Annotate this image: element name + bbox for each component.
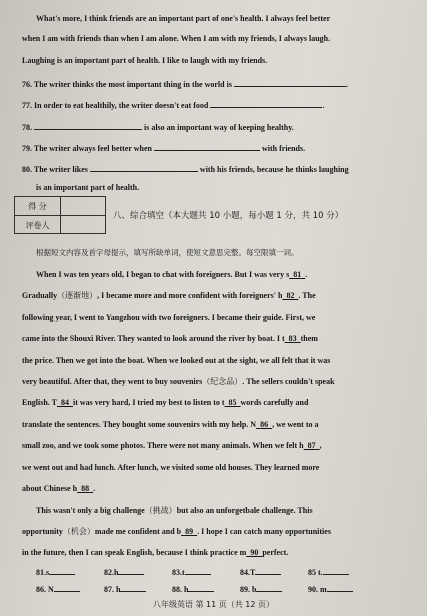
answer-blank-76[interactable] xyxy=(234,78,346,87)
cloze-blank-90[interactable]: 90 xyxy=(250,548,259,557)
passage-line: What's more, I think friends are an important part of one's health. I always feel better xyxy=(36,14,331,23)
question-77: 77. In order to eat healthily, the writer doesn't eat food . xyxy=(22,101,325,110)
score-box xyxy=(14,196,106,234)
answer-slot-81[interactable]: 81.s xyxy=(36,566,102,578)
answer-blank-78[interactable] xyxy=(34,121,142,130)
cloze-line: When I was ten years old, I began to chat with foreigners. But I was very s 81 . xyxy=(36,270,308,279)
score-label: 得 分 xyxy=(28,202,47,211)
grader-label: 评卷人 xyxy=(25,221,50,230)
instructions: 根据短文内容及首字母提示，填写所缺单词，使短文意思完整。每空限填一词。 xyxy=(36,248,299,257)
answer-slot-87[interactable]: 87. h xyxy=(104,583,170,595)
answer-slot-82[interactable]: 82.h xyxy=(104,566,170,578)
passage-line: Laughing is an important part of health. I like to laugh with my friends. xyxy=(22,56,268,65)
answer-slot-89[interactable]: 89. b xyxy=(240,583,306,595)
question-80-cont: is an important part of health. xyxy=(36,183,140,192)
question-80: 80. The writer likes with his friends, because he thinks laughing xyxy=(22,165,349,174)
section-title: 八、综合填空（本大题共 10 小题，每小题 1 分，共 10 分） xyxy=(113,211,344,221)
answer-slot-83[interactable]: 83.t xyxy=(172,566,238,578)
cloze-blank-83[interactable]: 83 xyxy=(288,334,297,343)
cloze-blank-82[interactable]: 82 xyxy=(286,291,295,300)
cloze-line: about Chinese h 88 . xyxy=(22,484,96,493)
answer-row-1 xyxy=(36,566,368,578)
cloze-line: very beautiful. After that, they went to buy souvenirs（纪念品）. The sellers couldn't speak xyxy=(22,377,335,386)
cloze-blank-87[interactable]: 87 xyxy=(307,441,316,450)
cloze-line: came into the Shouxi River. They wanted to look around the river by boat. I t 83 them xyxy=(22,334,318,343)
answer-blank-79[interactable] xyxy=(154,142,260,151)
question-text: 77. In order to eat healthily, the writer doesn't eat food xyxy=(22,101,209,110)
cloze-blank-84[interactable]: 84 xyxy=(60,398,69,407)
cloze-blank-88[interactable]: 88 xyxy=(81,484,90,493)
cloze-line: This wasn't only a big challenge（挑战）but also an unforgetbale challenge. This xyxy=(36,506,313,515)
cloze-line: we went out and had lunch. After lunch, we visited some old houses. They learned more xyxy=(22,463,320,472)
cloze-line: Gradually（逐渐地）, I became more and more confident with foreigners' h 82 . The xyxy=(22,291,316,300)
question-78: 78. is also an important way of keeping healthy. xyxy=(22,123,294,132)
answer-slot-85[interactable]: 85 t. xyxy=(308,566,368,578)
answer-blank-77[interactable] xyxy=(210,99,322,108)
question-79: 79. The writer always feel better when with friends. xyxy=(22,144,306,153)
cloze-line: English. T 84 it was very hard, I tried my best to listen to t 85 words carefully and xyxy=(22,398,309,407)
cloze-line: small zoo, and we took some photos. There were not many animals. When we felt h 87 , xyxy=(22,441,322,450)
cloze-blank-89[interactable]: 89 xyxy=(185,527,194,536)
answer-slot-86[interactable]: 86. N xyxy=(36,583,102,595)
cloze-line: in the future, then I can speak English, because I think practice m 90 perfect. xyxy=(22,548,289,557)
question-text: 76. The writer thinks the most important thing in the world is xyxy=(22,80,232,89)
cloze-line: opportunity（机会）made me confident and b 89 . I hope I can catch many opportunities xyxy=(22,527,331,536)
question-76: 76. The writer thinks the most important thing in the world is . xyxy=(22,80,348,89)
answer-slot-84[interactable]: 84.T xyxy=(240,566,306,578)
passage-line: when I am with friends than when I am alone. When I am with my friends, I always laugh. xyxy=(22,34,331,43)
cloze-line: following year, I went to Yangzhou with two foreigners. I became their guide. First, we xyxy=(22,313,316,322)
answer-slot-88[interactable]: 88. h xyxy=(172,583,238,595)
cloze-blank-81[interactable]: 81 xyxy=(293,270,302,279)
cloze-line: translate the sentences. They bought some souvenirs with my help. N 86 , we went to a xyxy=(22,420,319,429)
page-footer: 八年级英语 第 11 页（共 12 页） xyxy=(152,600,275,609)
answer-slot-90[interactable]: 90. m xyxy=(308,583,368,595)
answer-blank-80[interactable] xyxy=(90,163,198,172)
cloze-blank-86[interactable]: 86 xyxy=(260,420,269,429)
cloze-line: the price. Then we got into the boat. When we looked out at the sight, we all felt that it was xyxy=(22,356,331,365)
cloze-blank-85[interactable]: 85 xyxy=(228,398,237,407)
answer-row-2 xyxy=(36,583,368,595)
